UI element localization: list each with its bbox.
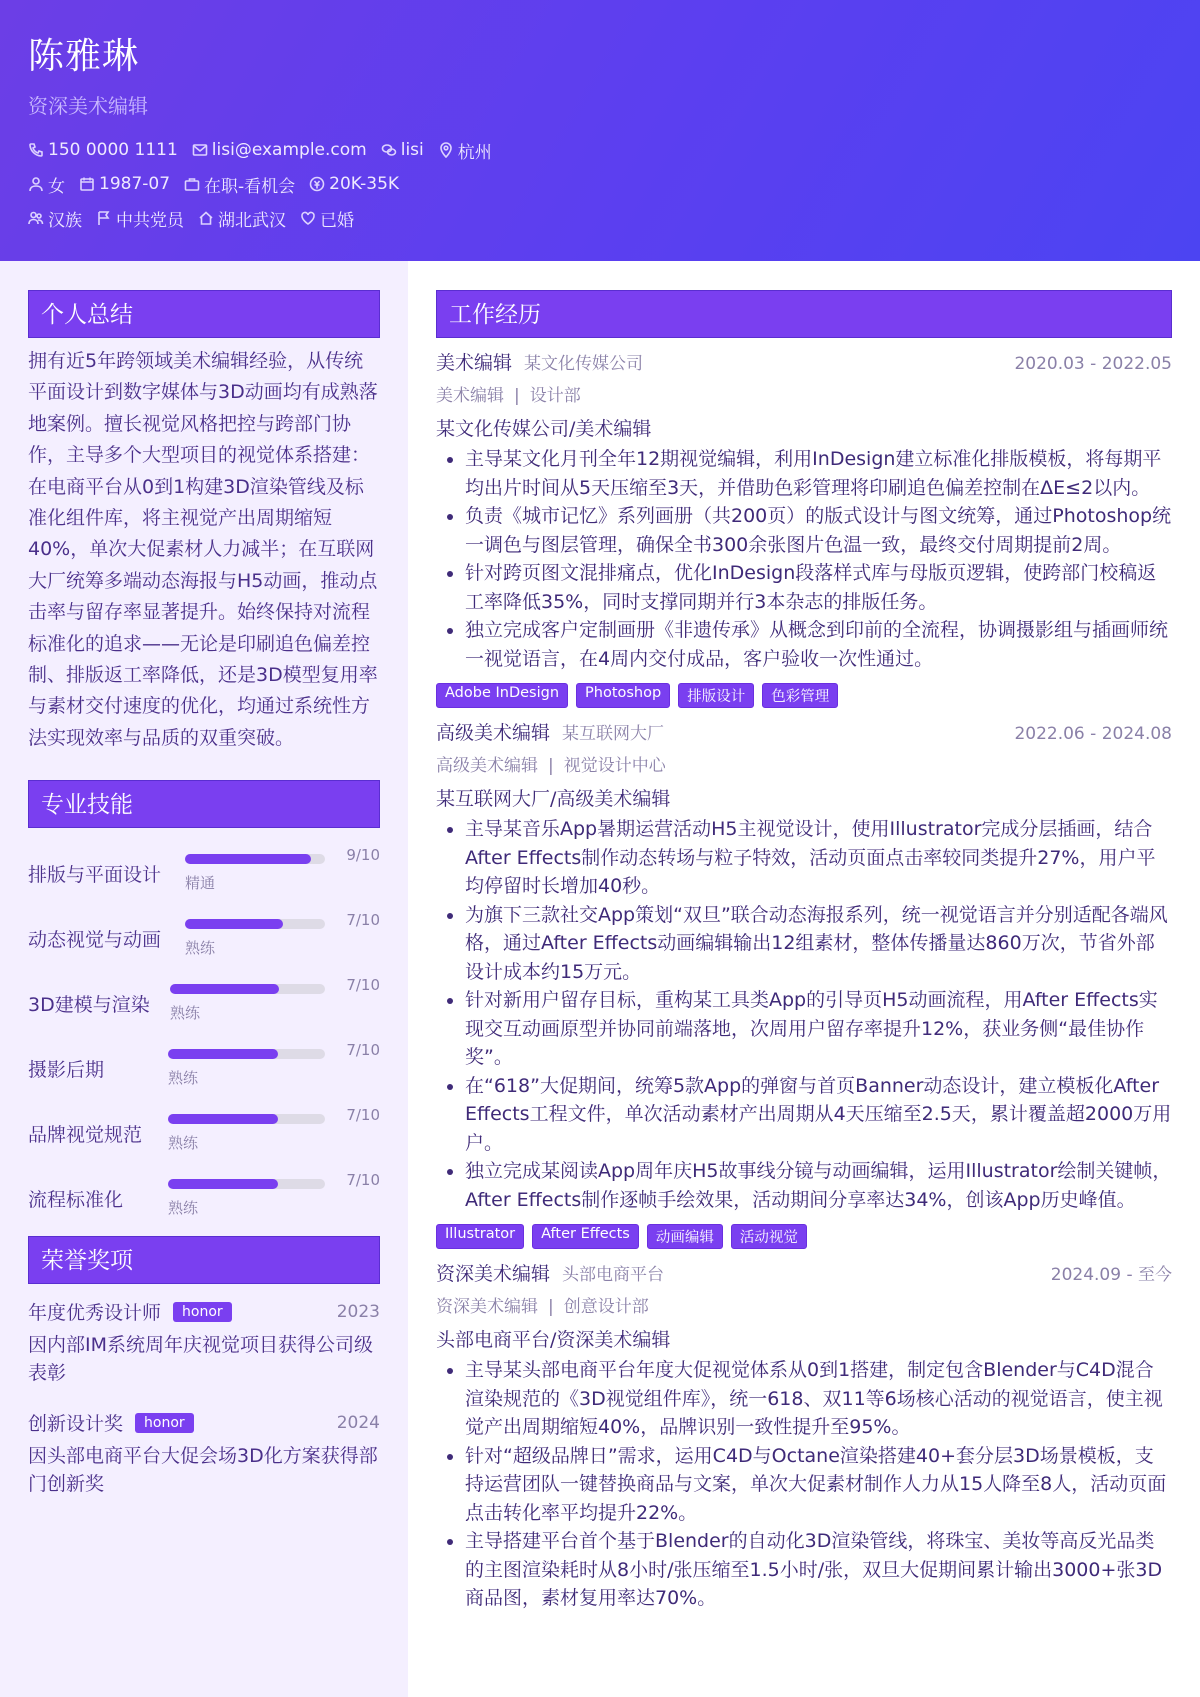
job-entry [436, 718, 1172, 1249]
job-title-group [436, 718, 664, 745]
contact-location-text: 杭州 [457, 142, 492, 163]
job-role: 美术编辑 [436, 386, 504, 406]
briefcase-icon [184, 176, 200, 192]
skill-fill [185, 854, 311, 864]
skill-bar [168, 1179, 325, 1189]
info-birth [79, 174, 170, 194]
skill-level: 熟练 [185, 939, 216, 958]
job-bullet: • 针对新用户留存目标，重构某工具类App的引导页H5动画流程，用After Effects实现交互动画原型并协同前端落地，次周用户留存率提升12%，获业务侧“最佳协作奖”。 [465, 986, 1172, 1072]
skill-score: 7/10 [346, 1106, 380, 1125]
skill-name: 3D建模与渲染 [28, 994, 150, 1017]
job-bullet: • 负责《城市记忆》系列画册（共200页）的版式设计与图文统筹，通过Photoshop统一调色与图层管理，确保全书300余张图片色温一致，最终交付周期提前2周。 [465, 502, 1172, 559]
info-status-text: 在职-看机会 [204, 176, 296, 197]
skill-score: 7/10 [346, 976, 380, 995]
job-bullet: • 主导某文化月刊全年12期视觉编辑，利用InDesign建立标准化排版模板，将每期平均出片时间从5天压缩至3天，并借助色彩管理将印刷追色偏差控制在ΔE≤2以内。 [465, 445, 1172, 502]
honor-name: 创新设计奖 [28, 1413, 124, 1436]
honors-list [28, 1298, 380, 1498]
job-company: 头部电商平台 [562, 1265, 665, 1285]
job-bullet: • 针对跨页图文混排痛点，优化InDesign段落样式库与母版页逻辑，使跨部门校稿返工率降低35%，同时支撑同期并行3本杂志的排版任务。 [465, 559, 1172, 616]
skill-bar [168, 1114, 325, 1124]
job-role: 资深美术编辑 [436, 1297, 538, 1317]
skill-name: 品牌视觉规范 [28, 1124, 143, 1147]
skill-item [28, 1096, 380, 1161]
skill-item [28, 1031, 380, 1096]
job-entry [436, 1259, 1172, 1613]
skill-level: 熟练 [170, 1004, 201, 1023]
skill-level: 熟练 [168, 1134, 199, 1153]
resume-body [0, 261, 1200, 1697]
job-date: 2022.06 - 2024.08 [1014, 724, 1172, 744]
honor-title-group [28, 1409, 194, 1436]
skill-tag: 动画编辑 [647, 1224, 723, 1249]
honors-heading: 荣誉奖项 [28, 1236, 380, 1284]
job-entry [436, 348, 1172, 708]
info-party [96, 206, 184, 231]
contact-phone-text: 150 0000 1111 [48, 140, 178, 160]
honor-item [28, 1409, 380, 1498]
skill-tag: After Effects [532, 1224, 639, 1249]
honor-badge: honor [173, 1302, 232, 1322]
resume-header [0, 0, 1200, 261]
skill-fill [168, 1114, 278, 1124]
contact-wechat-text: lisi [400, 140, 424, 160]
skill-fill [168, 1179, 278, 1189]
contact-wechat[interactable] [381, 140, 424, 160]
candidate-title: 资深美术编辑 [28, 94, 148, 118]
honor-title-group [28, 1298, 232, 1325]
skill-score: 7/10 [346, 1041, 380, 1060]
info-marital [300, 206, 354, 231]
job-head [436, 1259, 1172, 1286]
job-dept: 视觉设计中心 [563, 756, 666, 776]
separator: | [548, 1297, 554, 1317]
skill-bar [168, 1049, 325, 1059]
skill-score: 7/10 [346, 1171, 380, 1190]
job-role: 高级美术编辑 [436, 756, 538, 776]
job-bullet: • 针对“超级品牌日”需求，运用C4D与Octane渲染搭建40+套分层3D场景模板，支持运营团队一键替换商品与文案，单次大促素材制作人力从15人降至8人，活动页面点击转化率平均提升22%。 [465, 1442, 1172, 1528]
job-head [436, 348, 1172, 375]
skill-item [28, 966, 380, 1031]
honor-item [28, 1298, 380, 1387]
skill-fill [170, 984, 279, 994]
job-head [436, 718, 1172, 745]
summary-text: 拥有近5年跨领域美术编辑经验，从传统平面设计到数字媒体与3D动画均有成熟落地案例。擅长视觉风格把控与跨部门协作，主导多个大型项目的视觉体系搭建：在电商平台从0到1构建3D渲染管线及标准化组件库，将主视觉产出周期缩短40%，单次大促素材人力减半；在互联网大厂统筹多端动态海报与H5动画，推动点击率与留存率显著提升。始终保持对流程标准化的追求——无论是印刷追色偏差控制、排版返工率降低，还是3D模型复用率与素材交付速度的优化，均通过系统性方法实现效率与品质的双重突破。 [28, 350, 378, 749]
skills-list [28, 836, 380, 1226]
job-bullet: • 主导某音乐App暑期运营活动H5主视觉设计，使用Illustrator完成分层插画，结合After Effects制作动态转场与粒子特效，活动页面点击率较同类提升27%，用户平均停留时长增加40秒。 [465, 815, 1172, 901]
info-marital-text: 已婚 [320, 210, 354, 231]
skills-heading: 专业技能 [28, 780, 380, 828]
skill-name: 动态视觉与动画 [28, 929, 162, 952]
skill-name: 流程标准化 [28, 1189, 124, 1212]
job-bullet: • 主导某头部电商平台年度大促视觉体系从0到1搭建，制定包含Blender与C4D混合渲染规范的《3D视觉组件库》，统一618、双11等6场核心活动的视觉语言，使主视觉产出周期缩短40%，品牌识别一致性提升至95%。 [465, 1356, 1172, 1442]
skill-name: 排版与平面设计 [28, 864, 162, 887]
honor-name: 年度优秀设计师 [28, 1302, 162, 1325]
info-hometown-text: 湖北武汉 [218, 210, 286, 231]
job-title: 资深美术编辑 [436, 1263, 551, 1285]
honor-year: 2023 [336, 1301, 380, 1322]
info-gender-text: 女 [48, 176, 65, 197]
extra-row [28, 201, 1172, 235]
summary-heading: 个人总结 [28, 290, 380, 338]
calendar-icon [79, 176, 95, 192]
job-bullet: • 为旗下三款社交App策划“双旦”联合动态海报系列，统一视觉语言并分别适配各端风格，通过After Effects动画编辑输出12组素材，整体传播量达860万次，节省外部设计成本约15万元。 [465, 901, 1172, 987]
skill-bar [170, 984, 325, 994]
skill-tag: Photoshop [576, 683, 670, 708]
separator: | [548, 756, 554, 776]
job-dept: 创意设计部 [563, 1297, 649, 1317]
personal-row [28, 167, 1172, 201]
info-ethnicity [28, 206, 82, 231]
skill-tag: 活动视觉 [731, 1224, 807, 1249]
honor-year: 2024 [336, 1412, 380, 1433]
flag-icon [96, 210, 112, 226]
skill-item [28, 1161, 380, 1226]
contact-location [438, 138, 492, 163]
skill-tag: 排版设计 [678, 683, 754, 708]
skill-score: 9/10 [346, 846, 380, 865]
skill-level: 熟练 [168, 1069, 199, 1088]
skill-fill [168, 1049, 278, 1059]
job-bullet: • 独立完成某阅读App周年庆H5故事线分镜与动画编辑，运用Illustrator绘制关键帧，After Effects制作逐帧手绘效果，活动期间分享率达34%，创该App历史峰值。 [465, 1157, 1172, 1214]
job-bullets [436, 815, 1172, 1214]
user-icon [28, 176, 44, 192]
people-icon [28, 210, 44, 226]
main-content [408, 261, 1200, 1697]
contact-email-text: lisi@example.com [211, 140, 367, 160]
skill-level: 熟练 [168, 1199, 199, 1218]
phone-icon [28, 142, 44, 158]
job-bullets [436, 445, 1172, 673]
wechat-icon [381, 142, 397, 158]
job-line: 头部电商平台/资深美术编辑 [436, 1329, 671, 1351]
skill-item [28, 836, 380, 901]
job-bullets [436, 1356, 1172, 1613]
salary-icon [309, 176, 325, 192]
skill-level: 精通 [185, 874, 216, 893]
info-hometown [198, 206, 286, 231]
job-company: 某互联网大厂 [562, 724, 665, 744]
honor-desc: 因内部IM系统周年庆视觉项目获得公司级表彰 [28, 1334, 373, 1385]
candidate-name: 陈雅琳 [28, 36, 140, 77]
honor-desc: 因头部电商平台大促会场3D化方案获得部门创新奖 [28, 1445, 378, 1496]
skill-fill [185, 919, 283, 929]
skill-bar [185, 854, 325, 864]
job-date: 2024.09 - 至今 [1050, 1265, 1172, 1285]
job-sub [436, 751, 1172, 776]
job-bullet: • 主导搭建平台首个基于Blender的自动化3D渲染管线，将珠宝、美妆等高反光品类的主图渲染耗时从8小时/张压缩至1.5小时/张，双旦大促期间累计输出3000+张3D商品图，素材复用率达70%。 [465, 1527, 1172, 1613]
info-salary-text: 20K-35K [329, 174, 400, 194]
job-bullet: • 在“618”大促期间，统筹5款App的弹窗与首页Banner动态设计，建立模板化After Effects工程文件，单次活动素材产出周期从4天压缩至2.5天，累计覆盖超2000万用户。 [465, 1072, 1172, 1158]
skill-tag: Illustrator [436, 1224, 524, 1249]
job-title: 美术编辑 [436, 352, 513, 374]
contact-phone[interactable] [28, 140, 178, 160]
separator: | [514, 386, 520, 406]
sidebar [0, 261, 408, 1697]
work-heading: 工作经历 [436, 290, 1172, 338]
contact-row [28, 133, 1172, 167]
job-bullet: • 独立完成客户定制画册《非遗传承》从概念到印前的全流程，协调摄影组与插画师统一视觉语言，在4周内交付成品，客户验收一次性通过。 [465, 616, 1172, 673]
skill-tag: Adobe InDesign [436, 683, 568, 708]
skill-tag: 色彩管理 [762, 683, 838, 708]
job-line: 某互联网大厂/高级美术编辑 [436, 788, 671, 810]
skill-bar [185, 919, 325, 929]
job-title: 高级美术编辑 [436, 722, 551, 744]
job-date: 2020.03 - 2022.05 [1014, 354, 1172, 374]
honor-badge: honor [135, 1413, 194, 1433]
info-salary [309, 174, 399, 194]
skill-item [28, 901, 380, 966]
honor-head [28, 1409, 380, 1436]
info-gender [28, 172, 65, 197]
job-tags [436, 683, 1172, 708]
job-sub [436, 1292, 1172, 1317]
home-icon [198, 210, 214, 226]
contact-email[interactable] [192, 140, 367, 160]
location-icon [438, 142, 454, 158]
skill-score: 7/10 [346, 911, 380, 930]
mail-icon [192, 142, 208, 158]
info-ethnicity-text: 汉族 [48, 210, 82, 231]
honor-head [28, 1298, 380, 1325]
info-birth-text: 1987-07 [99, 174, 171, 194]
job-title-group [436, 348, 643, 375]
job-line: 某文化传媒公司/美术编辑 [436, 418, 652, 440]
skill-name: 摄影后期 [28, 1059, 105, 1082]
info-party-text: 中共党员 [116, 210, 184, 231]
job-company: 某文化传媒公司 [524, 354, 644, 374]
job-dept: 设计部 [529, 386, 581, 406]
job-sub [436, 381, 1172, 406]
job-title-group [436, 1259, 664, 1286]
heart-icon [300, 210, 316, 226]
job-tags [436, 1224, 1172, 1249]
info-status [184, 172, 295, 197]
